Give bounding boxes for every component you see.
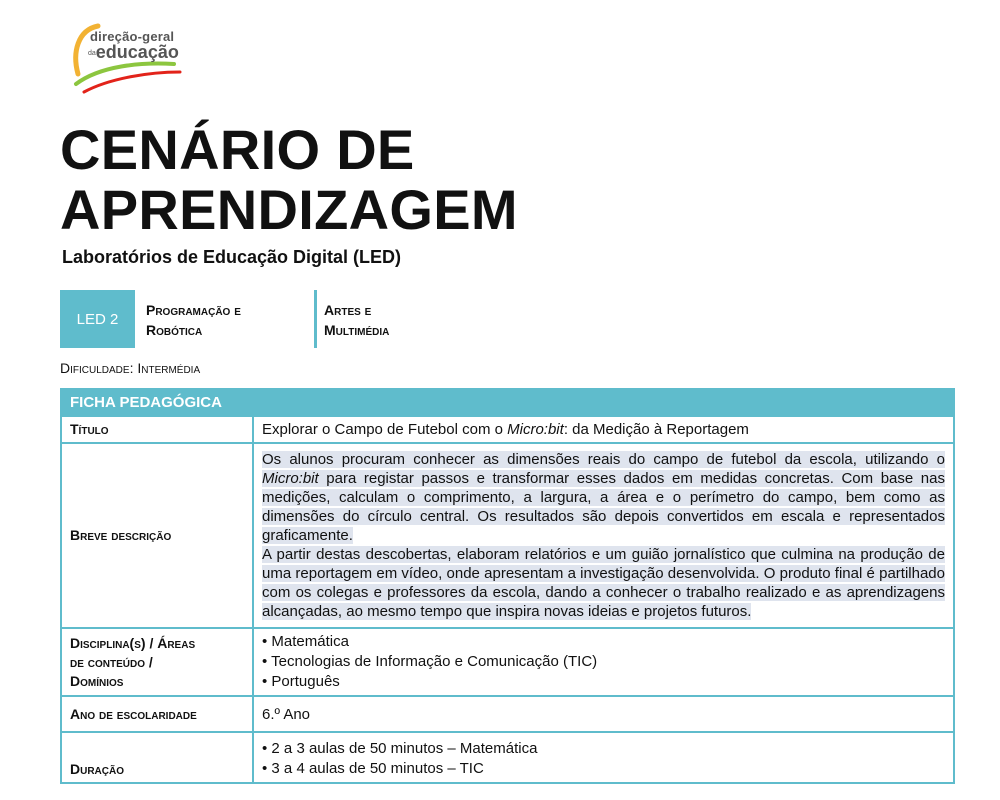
table-row [61, 416, 954, 443]
list-item: • 2 a 3 aulas de 50 minutos – Matemática [262, 739, 945, 759]
table-row [61, 732, 954, 783]
list-item: • Português [262, 672, 945, 692]
duracao-value [253, 732, 954, 783]
list-item: • 3 a 4 aulas de 50 minutos – TIC [262, 759, 945, 779]
disciplinas-value [253, 628, 954, 696]
page-subtitle: Laboratórios de Educação Digital (LED) [62, 247, 402, 267]
table-row [61, 628, 954, 696]
led-divider [314, 290, 317, 348]
ano-label: Ano de escolaridade [61, 696, 253, 732]
ano-value: 6.º Ano [253, 696, 954, 732]
table-row [61, 696, 954, 732]
led-row [60, 290, 660, 348]
descricao-paragraph-1: Os alunos procuram conhecer as dimensões reais do campo de futebol da escola, utilizando o Micro:bit para registar passos e transformar esses dados em medidas concretas. Com base nas medições, calculam o comprimento, a largura, a área e o perímetro do campo, bem como as dimensões do círculo central. Os resultados são depois convertidos em escala e representados graficamente. [262, 451, 945, 544]
list-item: • Matemática [262, 632, 945, 652]
ficha-header-row [61, 389, 954, 416]
titulo-label: Título [61, 416, 253, 443]
list-item: • Tecnologias de Informação e Comunicação (TIC) [262, 652, 945, 672]
titulo-value: Explorar o Campo de Futebol com o Micro:bit: da Medição à Reportagem [253, 416, 954, 443]
table-row [61, 443, 954, 628]
descricao-value [253, 443, 954, 628]
page-title: CENÁRIO DE APRENDIZAGEM [60, 118, 518, 241]
descricao-label: Breve descrição [61, 443, 253, 628]
disciplinas-label: Disciplina(s) / Áreas de conteúdo / Domínios [61, 628, 253, 696]
led-area-artes: Artes e Multimédia [324, 302, 390, 338]
ficha-header: FICHA PEDAGÓGICA [61, 389, 954, 416]
logo-text-top: direção-geral [90, 29, 175, 44]
led-badge: LED 2 [60, 290, 135, 348]
ficha-pedagogica-table [60, 388, 955, 784]
difficulty-label: Dificuldade: Intermédia [60, 360, 201, 376]
logo-text-bottom: daeducação [88, 42, 179, 62]
descricao-paragraph-2: A partir destas descobertas, elaboram relatórios e um guião jornalístico que culmina na produção de uma reportagem em vídeo, onde apresentam a investigação desenvolvida. O produto final é partilhado com os colegas e professores da escola, dando a conhecer o trabalho realizado e as aprendizagens alcançadas, ao mesmo tempo que inspira novas ideias e projetos futuros. [262, 546, 945, 620]
dge-logo [70, 22, 190, 94]
duracao-label: Duração [61, 732, 253, 783]
led-area-programacao: Programação e Robótica [146, 302, 241, 338]
